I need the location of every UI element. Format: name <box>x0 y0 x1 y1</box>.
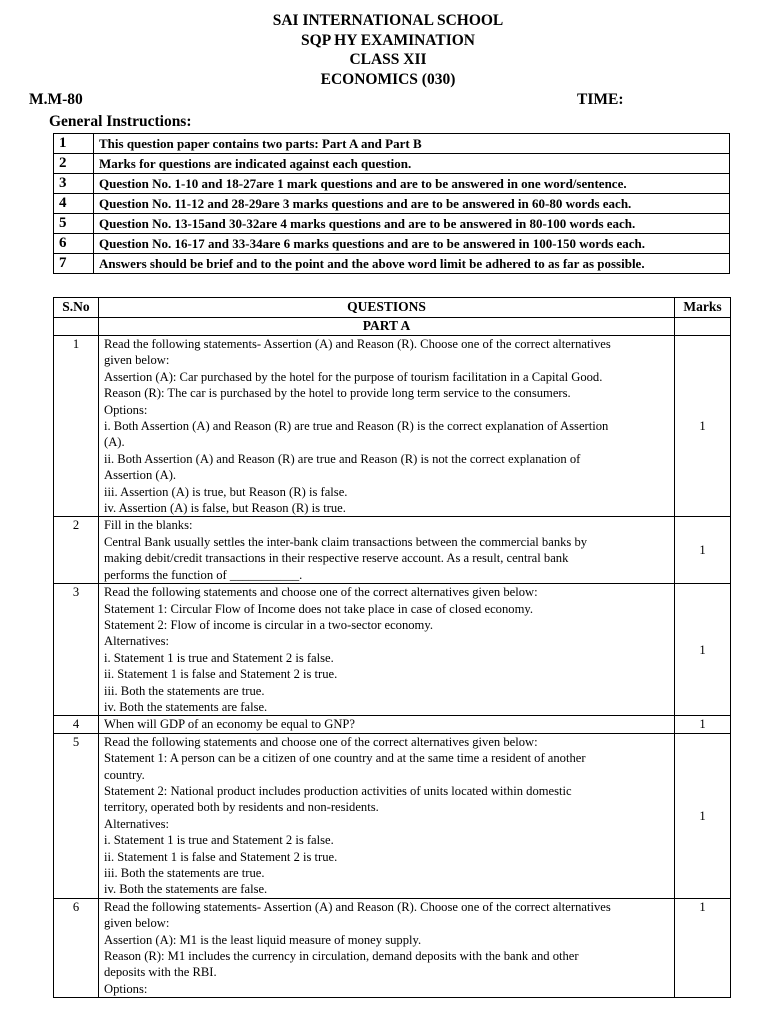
question-line: Statement 1: Circular Flow of Income does not take place in case of closed economy. <box>104 601 533 616</box>
instruction-row <box>54 214 730 234</box>
question-number: 1 <box>54 336 99 517</box>
question-line: Read the following statements and choose one of the correct alternatives given below: <box>104 734 538 749</box>
question-row <box>54 336 731 517</box>
exam-name: SQP HY EXAMINATION <box>301 31 475 49</box>
question-text <box>99 584 675 716</box>
question-text <box>99 336 675 517</box>
question-line: Assertion (A): Car purchased by the hotel for the purpose of tourism facilitation in a Capital Good. <box>104 369 603 384</box>
question-line: (A). <box>104 435 125 450</box>
instruction-text: Answers should be brief and to the point and the above word limit be adhered to as far as possible. <box>94 254 730 274</box>
question-line: Assertion (A): M1 is the least liquid measure of money supply. <box>104 932 422 947</box>
question-number: 5 <box>54 733 99 898</box>
instruction-text: Question No. 13-15and 30-32are 4 marks questions and are to be answered in 80-100 words each. <box>94 214 730 234</box>
question-marks: 1 <box>675 517 731 584</box>
question-line: territory, operated both by residents and non-residents. <box>104 800 379 815</box>
instruction-number: 5 <box>54 214 94 234</box>
question-line: iii. Both the statements are true. <box>104 683 265 698</box>
instruction-text: Question No. 1-10 and 18-27are 1 mark questions and are to be answered in one word/sentence. <box>94 174 730 194</box>
instruction-number: 1 <box>54 134 94 154</box>
question-line: Central Bank usually settles the inter-bank claim transactions between the commercial banks by <box>104 534 588 549</box>
school-name: SAI INTERNATIONAL SCHOOL <box>272 12 504 29</box>
question-marks: 1 <box>675 716 731 733</box>
questions-table <box>53 297 731 998</box>
question-line: ii. Statement 1 is false and Statement 2 is true. <box>104 667 338 682</box>
instruction-row <box>54 134 730 154</box>
instruction-row <box>54 234 730 254</box>
question-line: given below: <box>104 353 170 368</box>
question-number: 6 <box>54 898 99 997</box>
instruction-number: 3 <box>54 174 94 194</box>
subject-name: ECONOMICS (030) <box>320 70 456 88</box>
question-marks: 1 <box>675 898 731 997</box>
question-line: i. Statement 1 is true and Statement 2 is false. <box>104 833 334 848</box>
question-text <box>99 733 675 898</box>
instructions-heading: General Instructions: <box>49 113 192 130</box>
question-line: ii. Statement 1 is false and Statement 2 is true. <box>104 849 338 864</box>
part-spacer <box>54 318 99 336</box>
document-header <box>0 11 768 89</box>
part-row <box>54 318 731 336</box>
instruction-row <box>54 254 730 274</box>
question-line: Assertion (A). <box>104 468 177 483</box>
question-line: i. Both Assertion (A) and Reason (R) are true and Reason (R) is the correct explanation of Assertion <box>104 419 609 434</box>
question-line: When will GDP of an economy be equal to GNP? <box>104 717 356 732</box>
question-line: iv. Both the statements are false. <box>104 882 268 897</box>
part-spacer-right <box>675 318 731 336</box>
question-text <box>99 517 675 584</box>
question-line: Alternatives: <box>104 634 170 649</box>
question-line: Read the following statements- Assertion (A) and Reason (R). Choose one of the correct alternatives <box>104 899 611 914</box>
question-text <box>99 898 675 997</box>
max-marks: M.M-80 <box>29 91 83 108</box>
question-row <box>54 517 731 584</box>
question-line: iii. Assertion (A) is true, but Reason (R) is false. <box>104 484 348 499</box>
instruction-text: This question paper contains two parts: Part A and Part B <box>94 134 730 154</box>
question-line: country. <box>104 767 145 782</box>
question-line: Alternatives: <box>104 816 170 831</box>
question-marks: 1 <box>675 336 731 517</box>
question-row <box>54 716 731 733</box>
instruction-row <box>54 174 730 194</box>
question-marks: 1 <box>675 733 731 898</box>
questions-header-row <box>54 298 731 318</box>
instruction-text: Question No. 16-17 and 33-34are 6 marks questions and are to be answered in 100-150 words each. <box>94 234 730 254</box>
instructions-table <box>53 133 730 274</box>
question-line: deposits with the RBI. <box>104 965 217 980</box>
instruction-row <box>54 194 730 214</box>
col-marks: Marks <box>675 298 731 318</box>
question-line: i. Statement 1 is true and Statement 2 is false. <box>104 650 334 665</box>
question-line: iv. Assertion (A) is false, but Reason (R) is true. <box>104 501 346 516</box>
question-text <box>99 716 675 733</box>
question-line: ii. Both Assertion (A) and Reason (R) are true and Reason (R) is not the correct explanation of <box>104 451 581 466</box>
question-number: 4 <box>54 716 99 733</box>
question-number: 2 <box>54 517 99 584</box>
question-line: Options: <box>104 402 148 417</box>
col-questions: QUESTIONS <box>99 298 675 318</box>
question-line: Statement 2: National product includes production activities of units located within domestic <box>104 783 572 798</box>
instruction-text: Marks for questions are indicated against each question. <box>94 154 730 174</box>
time-label: TIME: <box>577 91 624 108</box>
question-line: making debit/credit transactions in their respective reserve account. As a result, central bank <box>104 551 569 566</box>
question-row <box>54 733 731 898</box>
question-line: Statement 1: A person can be a citizen of one country and at the same time a resident of another <box>104 751 586 766</box>
instruction-number: 6 <box>54 234 94 254</box>
question-line: Read the following statements and choose one of the correct alternatives given below: <box>104 585 538 600</box>
question-marks: 1 <box>675 584 731 716</box>
question-row <box>54 584 731 716</box>
instruction-number: 4 <box>54 194 94 214</box>
question-line: iii. Both the statements are true. <box>104 866 265 880</box>
class-name: CLASS XII <box>349 51 427 68</box>
question-line: given below: <box>104 916 170 931</box>
question-line: performs the function of ___________. <box>104 567 303 582</box>
question-line: Reason (R): The car is purchased by the hotel to provide long term service to the consumers. <box>104 386 571 401</box>
question-line: Statement 2: Flow of income is circular in a two-sector economy. <box>104 617 433 632</box>
question-line: Options: <box>104 981 148 996</box>
question-line: Fill in the blanks: <box>104 518 193 533</box>
part-label: PART A <box>99 318 675 336</box>
question-line: Reason (R): M1 includes the currency in circulation, demand deposits with the bank and other <box>104 949 579 964</box>
col-sno: S.No <box>54 298 99 318</box>
question-line: Read the following statements- Assertion (A) and Reason (R). Choose one of the correct alternatives <box>104 337 611 351</box>
instruction-text: Question No. 11-12 and 28-29are 3 marks questions and are to be answered in 60-80 words each. <box>94 194 730 214</box>
question-row <box>54 898 731 997</box>
instruction-number: 2 <box>54 154 94 174</box>
question-line: iv. Both the statements are false. <box>104 699 268 714</box>
instruction-row <box>54 154 730 174</box>
instruction-number: 7 <box>54 254 94 274</box>
question-number: 3 <box>54 584 99 716</box>
